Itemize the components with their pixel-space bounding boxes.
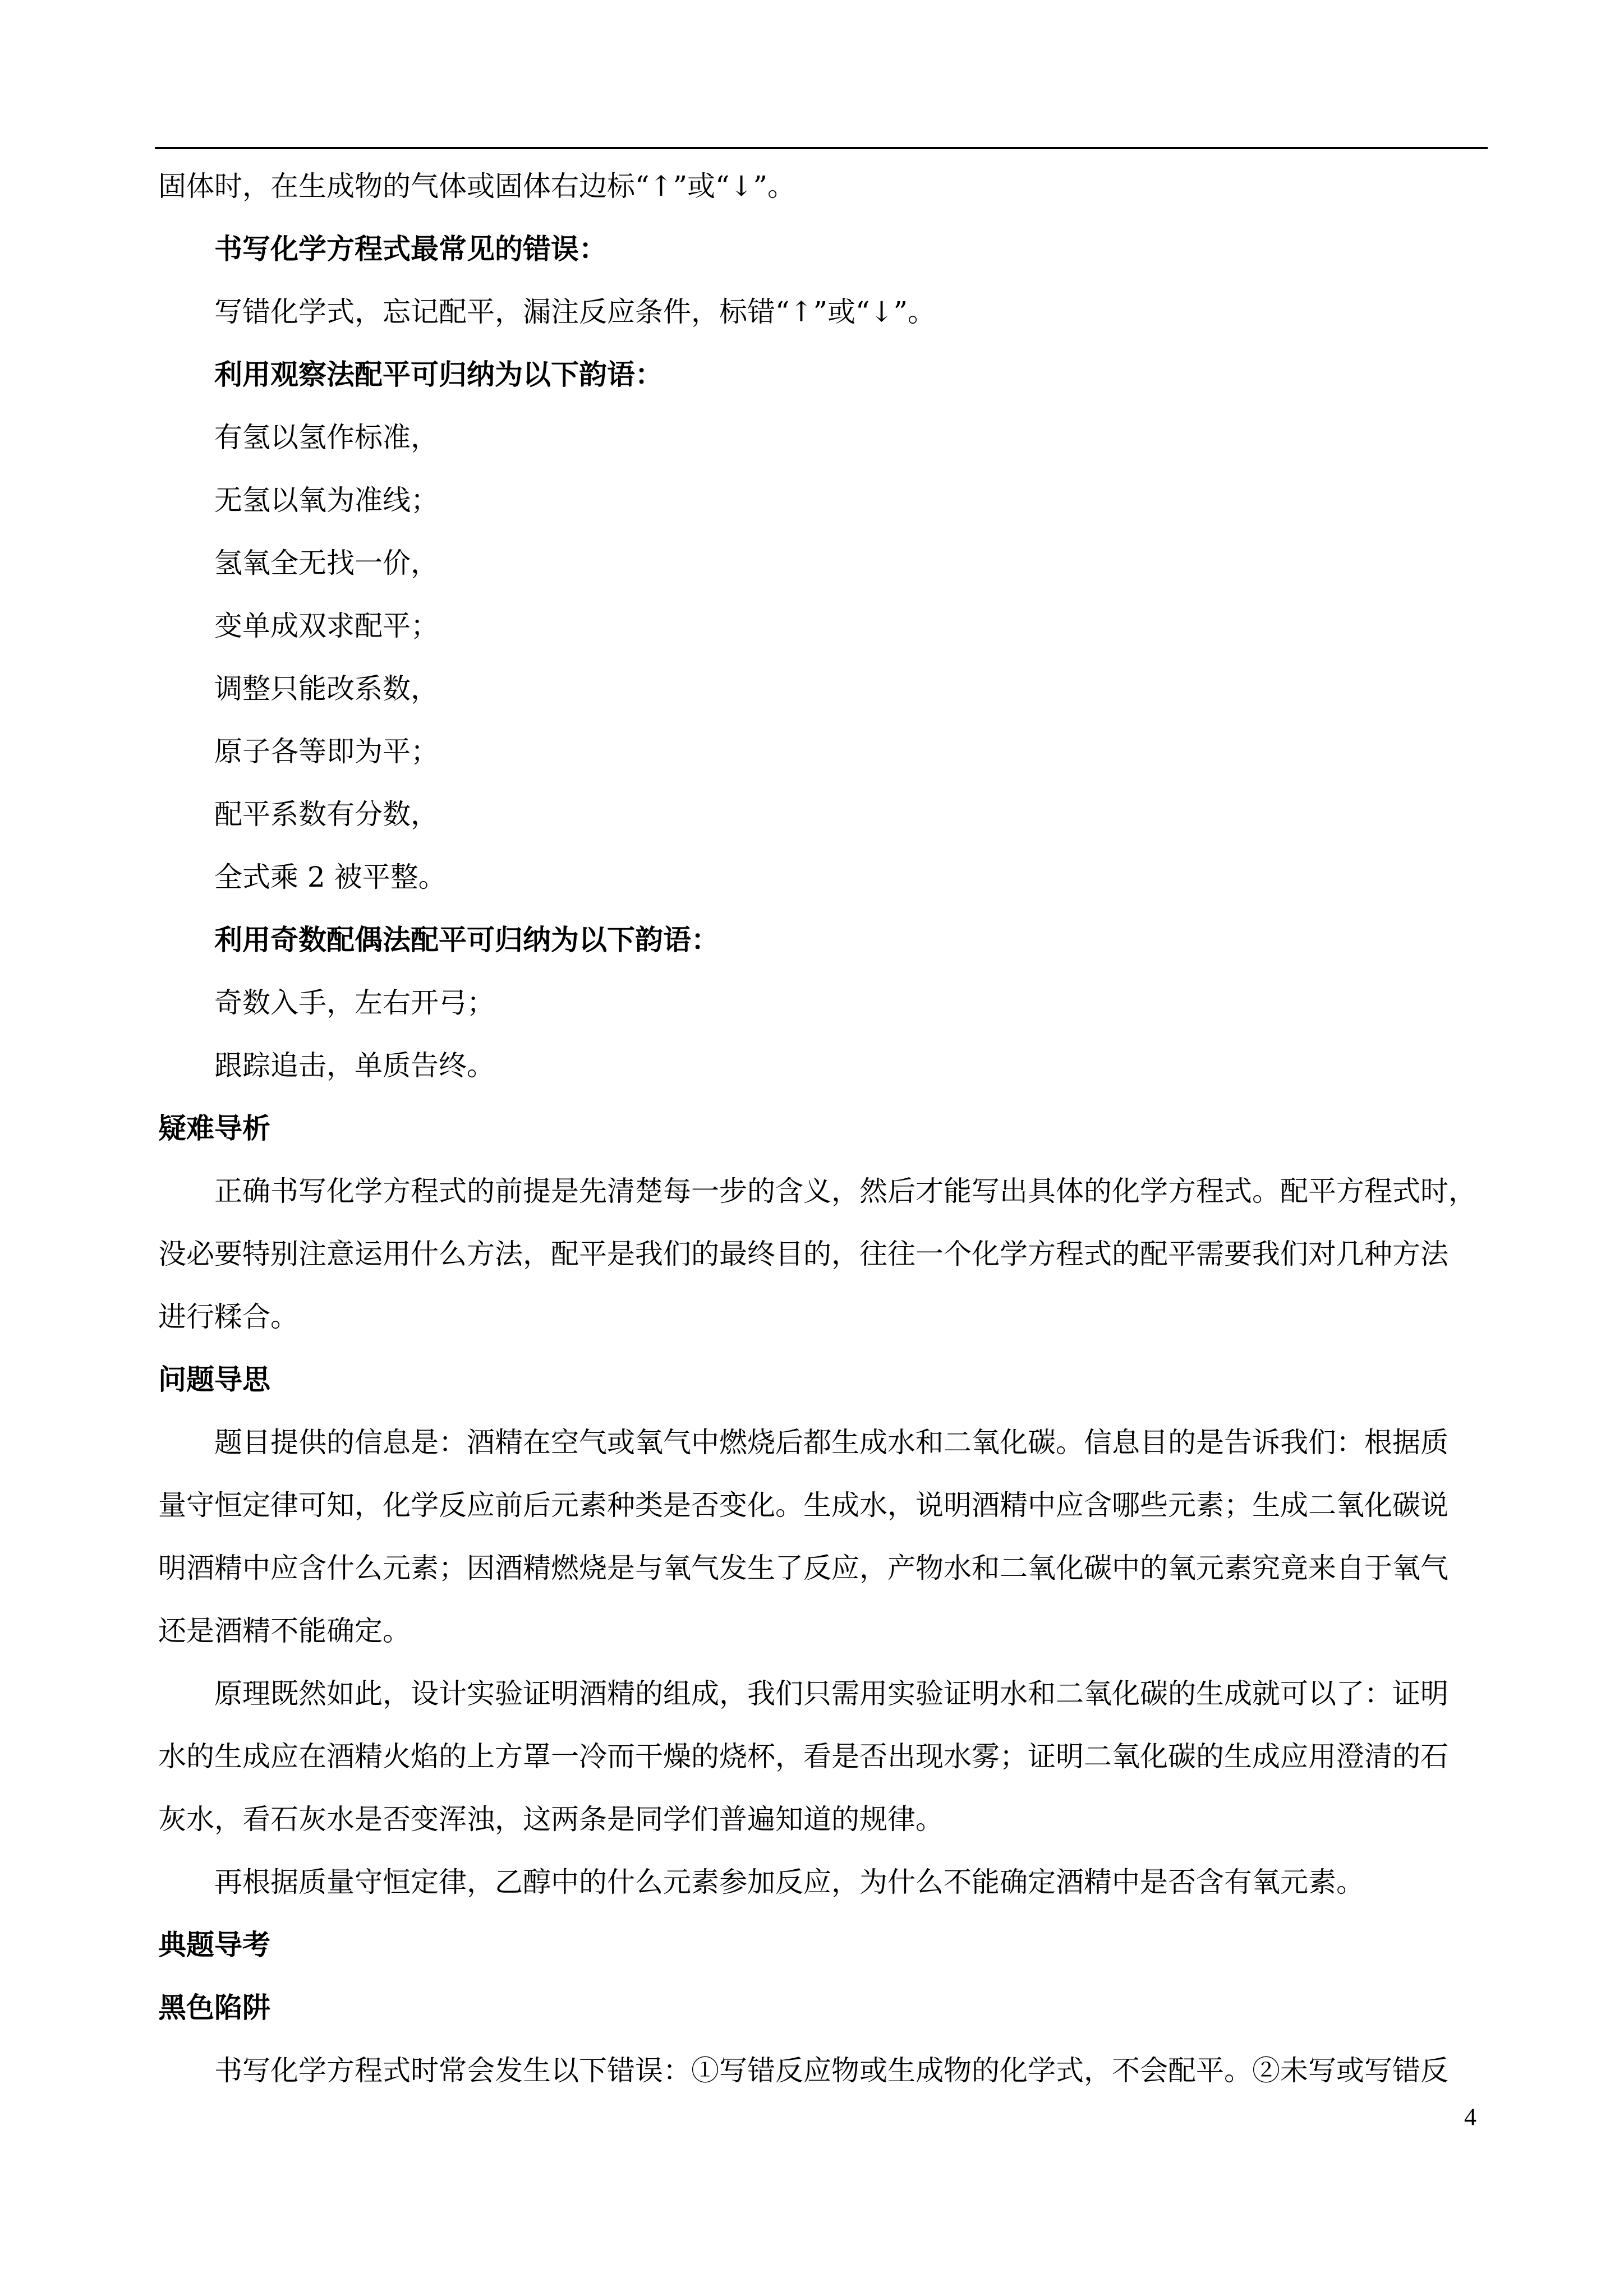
paragraph-line: 灰水，看石灰水是否变浑浊，这两条是同学们普遍知道的规律。 <box>158 1803 944 1836</box>
rhyme-line: 调整只能改系数， <box>214 672 439 705</box>
text-line: 写错化学式，忘记配平，漏注反应条件，标错“↑”或“↓”。 <box>214 296 936 328</box>
paragraph-line: 还是酒精不能确定。 <box>158 1615 411 1647</box>
rhyme-line: 配平系数有分数， <box>214 798 439 831</box>
paragraph-line: 原理既然如此，设计实验证明酒精的组成，我们只需用实验证明水和二氧化碳的生成就可以了：证明 <box>214 1677 1448 1710</box>
paragraph-line: 明酒精中应含什么元素；因酒精燃烧是与氧气发生了反应，产物水和二氧化碳中的氧元素究竟来自于氧气 <box>158 1552 1448 1584</box>
section-heading: 黑色陷阱 <box>158 1991 270 2024</box>
header-rule <box>155 147 1488 149</box>
subheading: 利用观察法配平可归纳为以下韵语： <box>214 358 663 391</box>
paragraph-line: 题目提供的信息是：酒精在空气或氧气中燃烧后都生成水和二氧化碳。信息目的是告诉我们：根据质 <box>214 1426 1448 1459</box>
document-body <box>158 155 1488 2102</box>
paragraph-line: 正确书写化学方程式的前提是先清楚每一步的含义，然后才能写出具体的化学方程式。配平方程式时， <box>214 1175 1476 1207</box>
rhyme-line: 变单成双求配平； <box>214 610 439 642</box>
paragraph-line: 水的生成应在酒精火焰的上方罩一冷而干燥的烧杯，看是否出现水雾；证明二氧化碳的生成应用澄清的石 <box>158 1740 1448 1773</box>
paragraph-line: 再根据质量守恒定律，乙醇中的什么元素参加反应，为什么不能确定酒精中是否含有氧元素。 <box>214 1866 1364 1898</box>
rhyme-line: 全式乘 2 被平整。 <box>214 861 447 893</box>
section-heading: 典题导考 <box>158 1928 270 1961</box>
paragraph-line: 没必要特别注意运用什么方法，配平是我们的最终目的，往往一个化学方程式的配平需要我们对几种方法 <box>158 1238 1448 1270</box>
subheading: 书写化学方程式最常见的错误： <box>214 232 607 265</box>
page-number: 4 <box>1464 2103 1476 2131</box>
subheading: 利用奇数配偶法配平可归纳为以下韵语： <box>214 923 719 956</box>
rhyme-line: 氢氧全无找一价， <box>214 547 439 579</box>
text-line: 固体时，在生成物的气体或固体右边标“↑”或“↓”。 <box>158 170 796 202</box>
rhyme-line: 无氢以氧为准线； <box>214 484 439 517</box>
paragraph-line: 书写化学方程式时常会发生以下错误：①写错反应物或生成物的化学式，不会配平。②未写或写错反 <box>214 2054 1448 2087</box>
rhyme-line: 奇数入手，左右开弓； <box>214 986 495 1019</box>
paragraph-line: 进行糅合。 <box>158 1301 298 1333</box>
section-heading: 问题导思 <box>158 1363 270 1396</box>
paragraph-line: 量守恒定律可知，化学反应前后元素种类是否变化。生成水，说明酒精中应含哪些元素；生成二氧化碳说 <box>158 1489 1448 1522</box>
rhyme-line: 原子各等即为平； <box>214 735 439 768</box>
rhyme-line: 有氢以氢作标准， <box>214 421 439 454</box>
section-heading: 疑难导析 <box>158 1112 270 1145</box>
rhyme-line: 跟踪追击，单质告终。 <box>214 1049 495 1082</box>
